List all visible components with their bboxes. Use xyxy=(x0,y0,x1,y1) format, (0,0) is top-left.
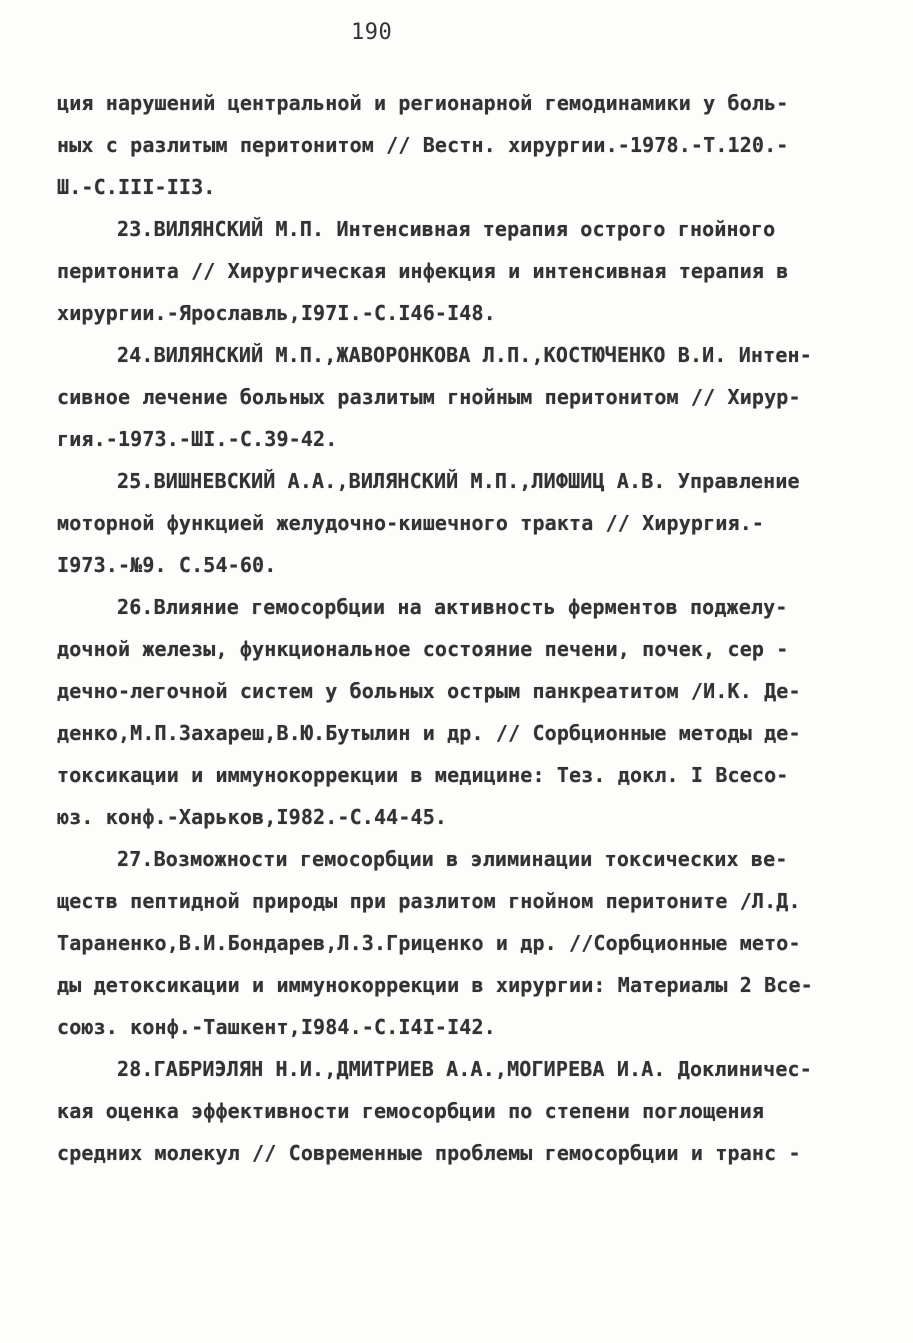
page-number: 190 xyxy=(351,20,393,45)
text-line: дочной железы, функциональное состояние печени, почек, сер - xyxy=(57,637,789,661)
text-line: ных с разлитым перитонитом // Вестн. хирургии.-1978.-Т.120.- xyxy=(57,133,789,157)
text-line: Тараненко,В.И.Бондарев,Л.З.Гриценко и др. //Сорбционные мето- xyxy=(57,931,801,955)
document-body xyxy=(57,82,857,1174)
reference-entry-start-line: 28.ГАБРИЭЛЯН Н.И.,ДМИТРИЕВ А.А.,МОГИРЕВА И.А. Доклиничес- xyxy=(117,1057,812,1081)
reference-entry-start-line: 25.ВИШНЕВСКИЙ А.А.,ВИЛЯНСКИЙ М.П.,ЛИФШИЦ А.В. Управление xyxy=(117,469,800,493)
text-line: кая оценка эффективности гемосорбции по степени поглощения xyxy=(57,1099,765,1123)
text-line: токсикации и иммунокоррекции в медицине: Тез. докл. I Всесо- xyxy=(57,763,789,787)
text-line: ществ пептидной природы при разлитом гнойном перитоните /Л.Д. xyxy=(57,889,801,913)
text-line: сивное лечение больных разлитым гнойным перитонитом // Хирур- xyxy=(57,385,801,409)
text-line: перитонита // Хирургическая инфекция и интенсивная терапия в xyxy=(57,259,789,283)
text-line: ция нарушений центральной и регионарной гемодинамики у боль- xyxy=(57,91,789,115)
text-line: юз. конф.-Харьков,I982.-С.44-45. xyxy=(57,805,448,829)
text-line: I973.-№9. С.54-60. xyxy=(57,553,277,577)
reference-entry-start-line: 23.ВИЛЯНСКИЙ М.П. Интенсивная терапия острого гнойного xyxy=(117,217,776,241)
text-line: средних молекул // Современные проблемы гемосорбции и транс - xyxy=(57,1141,801,1165)
text-line: денко,М.П.Захареш,В.Ю.Бутылин и др. // Сорбционные методы де- xyxy=(57,721,801,745)
text-line: гия.-1973.-ШI.-С.39-42. xyxy=(57,427,338,451)
reference-entry-start-line: 26.Влияние гемосорбции на активность ферментов поджелу- xyxy=(117,595,788,619)
reference-entry-start-line: 27.Возможности гемосорбции в элиминации токсических ве- xyxy=(117,847,788,871)
text-line: моторной функцией желудочно-кишечного тракта // Хирургия.- xyxy=(57,511,765,535)
text-line: союз. конф.-Ташкент,I984.-С.I4I-I42. xyxy=(57,1015,496,1039)
text-line: хирургии.-Ярославль,I97I.-С.I46-I48. xyxy=(57,301,496,325)
text-line: Ш.-С.III-II3. xyxy=(57,175,216,199)
reference-entry-start-line: 24.ВИЛЯНСКИЙ М.П.,ЖАВОРОНКОВА Л.П.,КОСТЮЧЕНКО В.И. Интен- xyxy=(117,343,812,367)
text-line: ды детоксикации и иммунокоррекции в хирургии: Материалы 2 Все- xyxy=(57,973,813,997)
text-line: дечно-легочной систем у больных острым панкреатитом /И.К. Де- xyxy=(57,679,801,703)
